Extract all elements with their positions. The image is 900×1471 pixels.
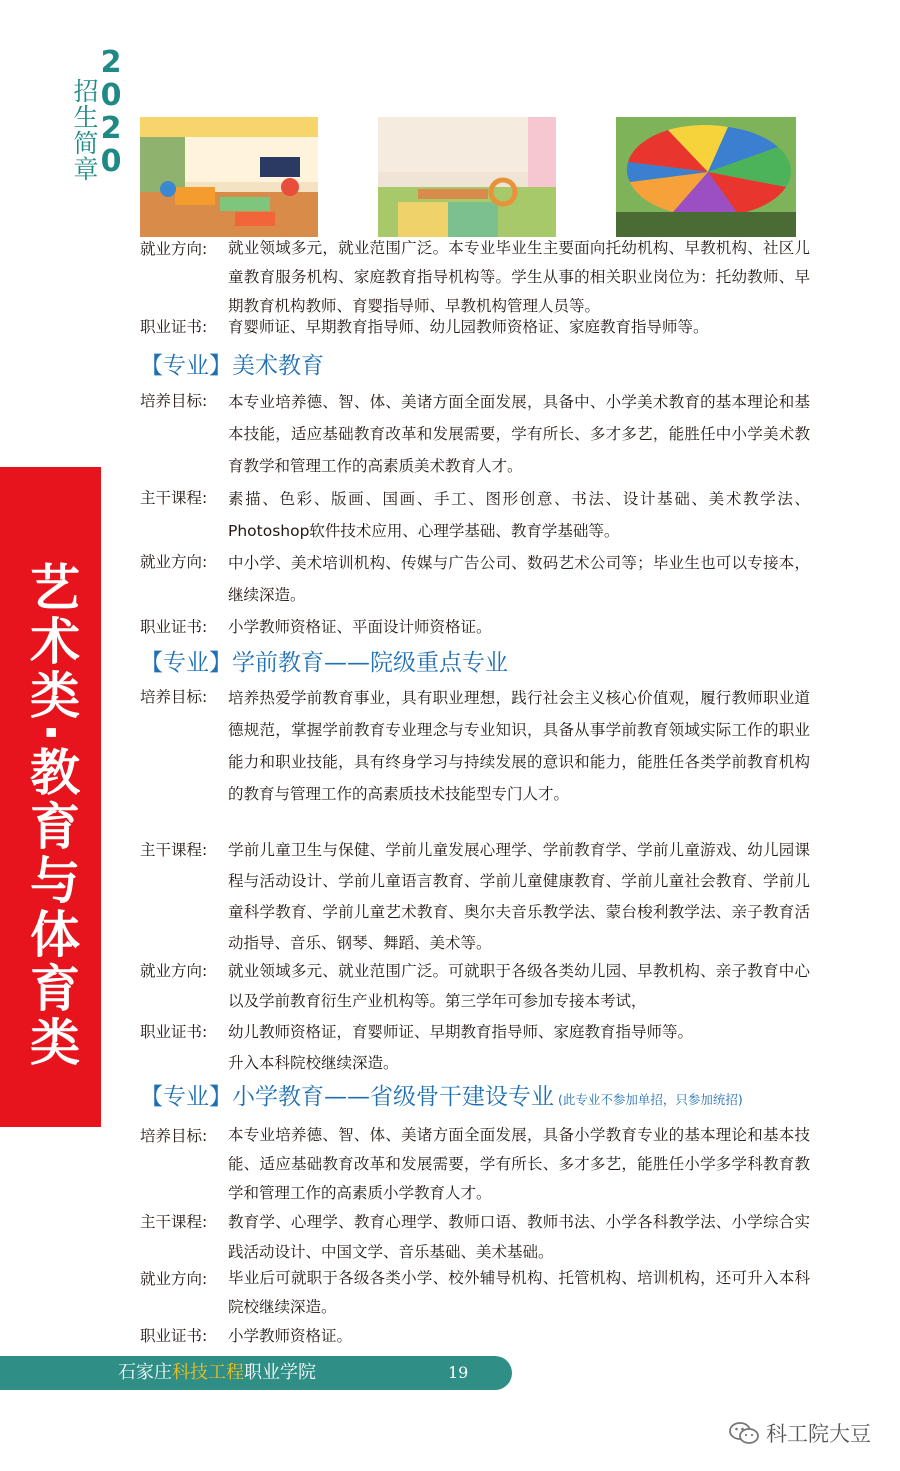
row-label: 主干课程: xyxy=(140,489,208,507)
major-bracket: 【专业】 xyxy=(140,650,232,676)
primary-courses xyxy=(140,1207,810,1267)
row-text: 就业领域多元、就业范围广泛。可就职于各级各类幼儿园、早教机构、亲子教育中心以及学前教育衍生产业机构等。第三学年可参加专接本考试， xyxy=(228,962,810,1010)
year-digit: 0 xyxy=(100,144,122,179)
row-label: 就业方向: xyxy=(140,962,208,980)
major-heading-primary xyxy=(140,1082,743,1115)
row-text: 育婴师证、早期教育指导师、幼儿园教师资格证、家庭教育指导师等。 xyxy=(228,318,709,336)
row-label: 就业方向: xyxy=(140,240,208,258)
art-certificate xyxy=(140,612,810,642)
row-label: 培养目标: xyxy=(140,392,208,410)
footer-school-name xyxy=(118,1360,316,1386)
footer-name-part: 职业学院 xyxy=(244,1362,316,1383)
footer-name-part: 石家庄 xyxy=(118,1362,172,1383)
brand-title: 招生简章 xyxy=(70,78,99,182)
major-name: 学前教育——院级重点专业 xyxy=(232,650,508,676)
row-label: 就业方向: xyxy=(140,553,208,571)
wechat-icon xyxy=(728,1420,760,1446)
primary-certificate xyxy=(140,1321,810,1351)
row-text: 素描、色彩、版画、国画、手工、图形创意、书法、设计基础、美术教学法、Photoshop软件技术应用、心理学基础、教育学基础等。 xyxy=(228,490,810,540)
intro-certificate xyxy=(140,312,810,342)
row-text: 小学教师资格证、平面设计师资格证。 xyxy=(228,618,492,636)
preschool-extra-line xyxy=(140,1048,810,1078)
year-digit: 0 xyxy=(100,78,122,113)
row-label: 主干课程: xyxy=(140,1213,208,1231)
row-label: 就业方向: xyxy=(140,1270,208,1288)
row-label: 职业证书: xyxy=(140,618,208,636)
major-heading-art xyxy=(140,351,324,381)
row-text: 升入本科院校继续深造。 xyxy=(228,1054,399,1072)
row-text: 本专业培养德、智、体、美诸方面全面发展，具备小学教育专业的基本理论和基本技能、适应基础教育改革和发展需要，学有所长、多才多艺，能胜任小学多学科教育教学和管理工作的高素质小学教育人才。 xyxy=(228,1126,810,1202)
major-name: 小学教育——省级骨干建设专业 xyxy=(232,1084,554,1110)
year-digit: 2 xyxy=(100,45,122,80)
row-text: 教育学、心理学、教育心理学、教师口语、教师书法、小学各科教学法、小学综合实践活动设计、中国文学、音乐基础、美术基础。 xyxy=(228,1213,810,1261)
year-digit: 2 xyxy=(100,111,122,146)
row-text: 小学教师资格证。 xyxy=(228,1327,353,1345)
preschool-courses xyxy=(140,835,810,959)
primary-employment xyxy=(140,1264,810,1322)
row-text: 培养热爱学前教育事业，具有职业理想，践行社会主义核心价值观，履行教师职业道德规范，掌握学前教育专业理念与专业知识，具备从事学前教育领域实际工作的职业能力和职业技能，具有终身学习与持续发展的意识和能力，能胜任各类学前教育机构的教育与管理工作的高素质技术技能型专门人才。 xyxy=(228,689,810,803)
page-number: 19 xyxy=(448,1363,469,1382)
photo-parachute-game xyxy=(616,117,796,237)
brand-year xyxy=(98,46,124,178)
photo-classroom xyxy=(140,117,318,237)
row-label: 职业证书: xyxy=(140,1327,208,1345)
category-banner-text: 艺术类·教育与体育类 xyxy=(22,560,80,1070)
major-heading-preschool xyxy=(140,648,508,678)
major-name: 美术教育 xyxy=(232,353,324,379)
row-label: 培养目标: xyxy=(140,688,208,706)
row-text: 中小学、美术培训机构、传媒与广告公司、数码艺术公司等；毕业生也可以专接本，继续深造。 xyxy=(228,554,810,604)
row-text: 学前儿童卫生与保健、学前儿童发展心理学、学前教育学、学前儿童游戏、幼儿园课程与活动设计、学前儿童语言教育、学前儿童健康教育、学前儿童社会教育、学前儿童科学教育、学前儿童艺术教育、奥尔夫音乐教学法、蒙台梭利教学法、亲子教育活动指导、音乐、钢琴、舞蹈、美术等。 xyxy=(228,841,810,952)
watermark xyxy=(728,1413,871,1453)
preschool-certificate xyxy=(140,1017,810,1047)
photo-activity-room xyxy=(378,117,556,237)
major-bracket: 【专业】 xyxy=(140,353,232,379)
row-text: 毕业后可就职于各级各类小学、校外辅导机构、托管机构、培训机构，还可升入本科院校继续深造。 xyxy=(228,1269,810,1316)
footer-name-highlight: 科技工程 xyxy=(172,1362,244,1383)
row-label: 培养目标: xyxy=(140,1127,208,1145)
major-bracket: 【专业】 xyxy=(140,1084,232,1110)
preschool-goal xyxy=(140,682,810,810)
row-label: 职业证书: xyxy=(140,318,208,336)
preschool-employment xyxy=(140,956,810,1016)
row-label: 职业证书: xyxy=(140,1023,208,1041)
row-text: 本专业培养德、智、体、美诸方面全面发展，具备中、小学美术教育的基本理论和基本技能，适应基础教育改革和发展需要，学有所长、多才多艺，能胜任中小学美术教育教学和管理工作的高素质美术教育人才。 xyxy=(228,393,810,475)
intro-employment xyxy=(140,234,810,321)
row-text: 幼儿教师资格证，育婴师证、早期教育指导师、家庭教育指导师等。 xyxy=(228,1023,694,1041)
art-employment xyxy=(140,547,810,611)
primary-goal xyxy=(140,1121,810,1208)
major-note: (此专业不参加单招，只参加统招) xyxy=(558,1092,743,1107)
art-goal xyxy=(140,386,810,482)
row-text: 就业领域多元，就业范围广泛。本专业毕业生主要面向托幼机构、早教机构、社区儿童教育服务机构、家庭教育指导机构等。学生从事的相关职业岗位为：托幼教师、早期教育机构教师、育婴指导师、早教机构管理人员等。 xyxy=(228,239,810,315)
row-label: 主干课程: xyxy=(140,841,208,859)
art-courses xyxy=(140,483,810,547)
watermark-text: 科工院大豆 xyxy=(766,1422,871,1446)
